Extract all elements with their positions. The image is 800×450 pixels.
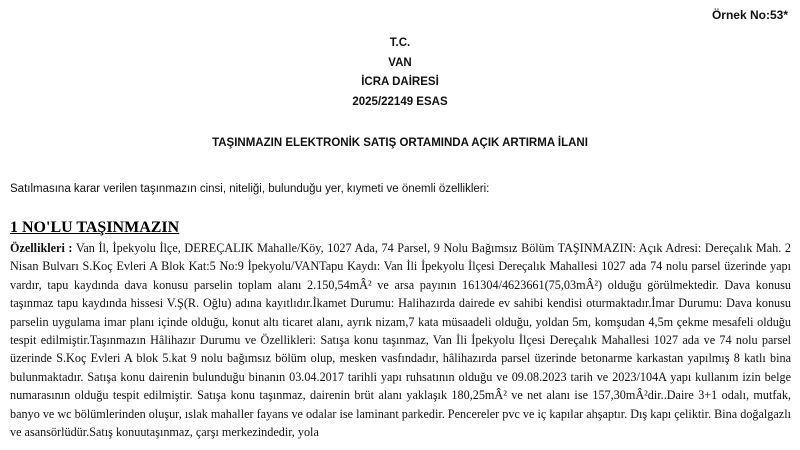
intro-text: Satılmasına karar verilen taşınmazın cinsi, niteliği, bulunduğu yer, kıymeti ve önemli özellikleri: [10,183,490,195]
features-text: Van İl, İpekyolu İlçe, DEREÇALIK Mahalle/Köy, 1027 Ada, 74 Parsel, 9 Nolu Bağımsız Bölüm TAŞINMAZIN: Açık Adresi: Dereçalık Mah. 2 Nisan Bulvarı S.Koç Evleri A Blok Kat:5 No:9 İpekyolu/VANTapu Kaydı: Van İli İpekyolu İlçesi Dereçalık Mahallesi 1027 ada 74 nolu parsel üzerinde yapı vardır, tapu kaydında dava konusu parselin toplam alanı 2.150,54mÂ² ve arsa payının 161304/4623661(75,03mÂ²) olduğu görülmektedir. Dava konusu taşınmaz tapu kaydında hissesi V.Ş(R. Oğlu) adına kayıtlıdır.İkamet Durumu: Halihazırda dairede ev sahibi kendisi oturmaktadır.İmar Durumu: Dava konusu parselin uygulama imar planı içinde olduğu, konut altı ticaret alanı, ayrık nizam,7 kata müsaadeli olduğu, yoldan 5m, komşudan 4,5m çekme mesafeli olduğu tespit edilmiştir.Taşınmazın Hâlihazır Durumu ve Özellikleri: Satışa konu taşınmaz, Van İli İpekyolu İlçesi Dereçalık Mahallesi 1027 ada ve 74 nolu parsel üzerinde S.Koç Evleri A blok 5.kat 9 nolu bağımsız bölüm olup, mesken vasfındadır, hâlihazırda parsel üzerinde betonarme karkastan yapılmış 8 katlı bina bulunmaktadır. Satışa konu dairenin bulunduğu binanın 03.04.2017 tarihli yapı ruhsatının olduğu ve 09.08.2023 tarih ve 2023/104A yapı kullanım izin belge numarasının olduğu tespit edilmiştir. Satışa konu taşınmaz, dairenin brüt alanı yaklaşık 180,25mÂ² ve net alanı ise 157,30mÂ²dir..Daire 3+1 odalı, mutfak, banyo ve wc bölümlerinden oluşur, ıslak mahaller fayans ve odalar ise laminant parkedir. Pencereler pvc ve iç kapılar ahşaptır. Dış kapı çeliktir. Bina doğalgazlı ve asansörlüdür.Satış konuutaşınmaz, çarşı merkezindedir, yola [10,241,791,440]
features-label: Özellikleri : [10,241,73,255]
example-number: Örnek No:53* [711,8,788,22]
header-office: İCRA DAİRESİ [361,76,439,88]
property-description [10,239,791,441]
document-header [0,34,800,112]
announcement-title: TAŞINMAZIN ELEKTRONİK SATIŞ ORTAMINDA AÇIK ARTIRMA İLANI [212,137,588,149]
header-city: VAN [388,56,412,69]
header-country: T.C. [389,37,411,49]
header-case-number: 2025/22149 ESAS [352,95,448,108]
section-heading: 1 NO'LU TAŞINMAZIN [10,219,180,236]
